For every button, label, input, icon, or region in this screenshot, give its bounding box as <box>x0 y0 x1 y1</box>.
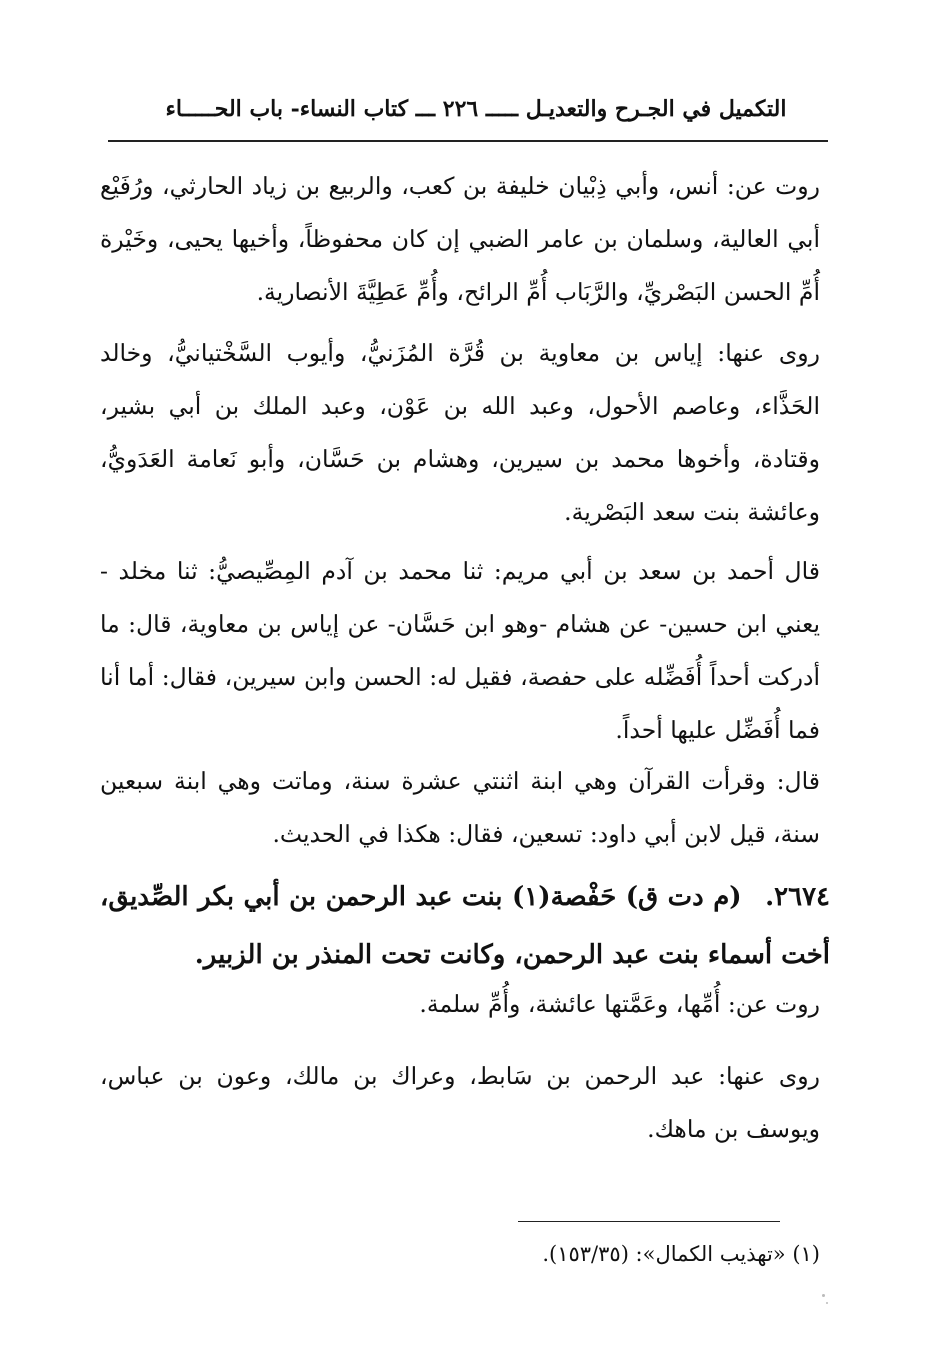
entry-narrated-from-paragraph: روت عن: أُمِّها، وعَمَّتها عائشة، وأُمِّ سلمة. <box>419 990 820 1018</box>
scan-speck <box>822 1294 825 1297</box>
narrated-by-paragraph: روى عنها: إياس بن معاوية بن قُرَّة المُزَنيُّ، وأيوب السَّخْتيانيُّ، وخالد الحَذَّاء، وعاصم الأحول، وعبد الله بن عَوْن، وعبد الملك بن أبي بشير، وقتادة، وأخوها محمد بن سيرين، وهشام بن حَسَّان، وأبو نَعامة العَدَويُّ، وعائشة بنت سعد البَصْرية. <box>100 339 820 526</box>
entry-heading <box>100 868 830 984</box>
entry-title: (م دت ق) حَفْصة(١) بنت عبد الرحمن بن أبي بكر الصِّديق، أخت أسماء بنت عبد الرحمن، وكانت تحت المنذر بن الزبير. <box>100 882 830 970</box>
running-header: التكميل في الجـرح والتعديـل ـــــ ٢٢٦ ـــ كتاب النساء- باب الحـــــاء <box>165 96 787 122</box>
entry-narrated-by-paragraph: روى عنها: عبد الرحمن بن سَابط، وعراك بن مالك، وعون بن عباس، ويوسف بن ماهك. <box>100 1062 820 1143</box>
footnote-rule <box>518 1221 780 1222</box>
entry-number: ٢٦٧٤. <box>765 882 830 912</box>
footnote: (١) «تهذيب الكمال»: (١٥٣/٣٥). <box>542 1242 820 1266</box>
quote-paragraph: قال أحمد بن سعد بن أبي مريم: ثنا محمد بن آدم المِصِّيصيُّ: ثنا مخلد - يعني ابن حسين- عن هشام -وهو ابن حَسَّان- عن إياس بن معاوية، قال: ما أدركت أحداً أُفَضِّله على حفصة، فقيل له: الحسن وابن سيرين، فقال: أما أنا فما أُفَضِّل عليها أحداً. <box>100 557 820 744</box>
header-rule <box>108 140 828 142</box>
recitation-paragraph: قال: وقرأت القرآن وهي ابنة اثنتي عشرة سنة، وماتت وهي ابنة سبعين سنة، قيل لابن أبي داود: تسعين، فقال: هكذا في الحديث. <box>100 767 820 848</box>
narrated-from-paragraph: روت عن: أنس، وأبي ذِبْيان خليفة بن كعب، والربيع بن زياد الحارثي، ورُفَيْع أبي العالية، وسلمان بن عامر الضبي إن كان محفوظاً، وأخيها يحيى، وخَيْرة أُمِّ الحسن البَصْريِّ، والرَّبَاب أُمِّ الرائح، وأُمِّ عَطِيَّةَ الأنصارية. <box>100 172 820 306</box>
scan-speck <box>826 1302 828 1304</box>
